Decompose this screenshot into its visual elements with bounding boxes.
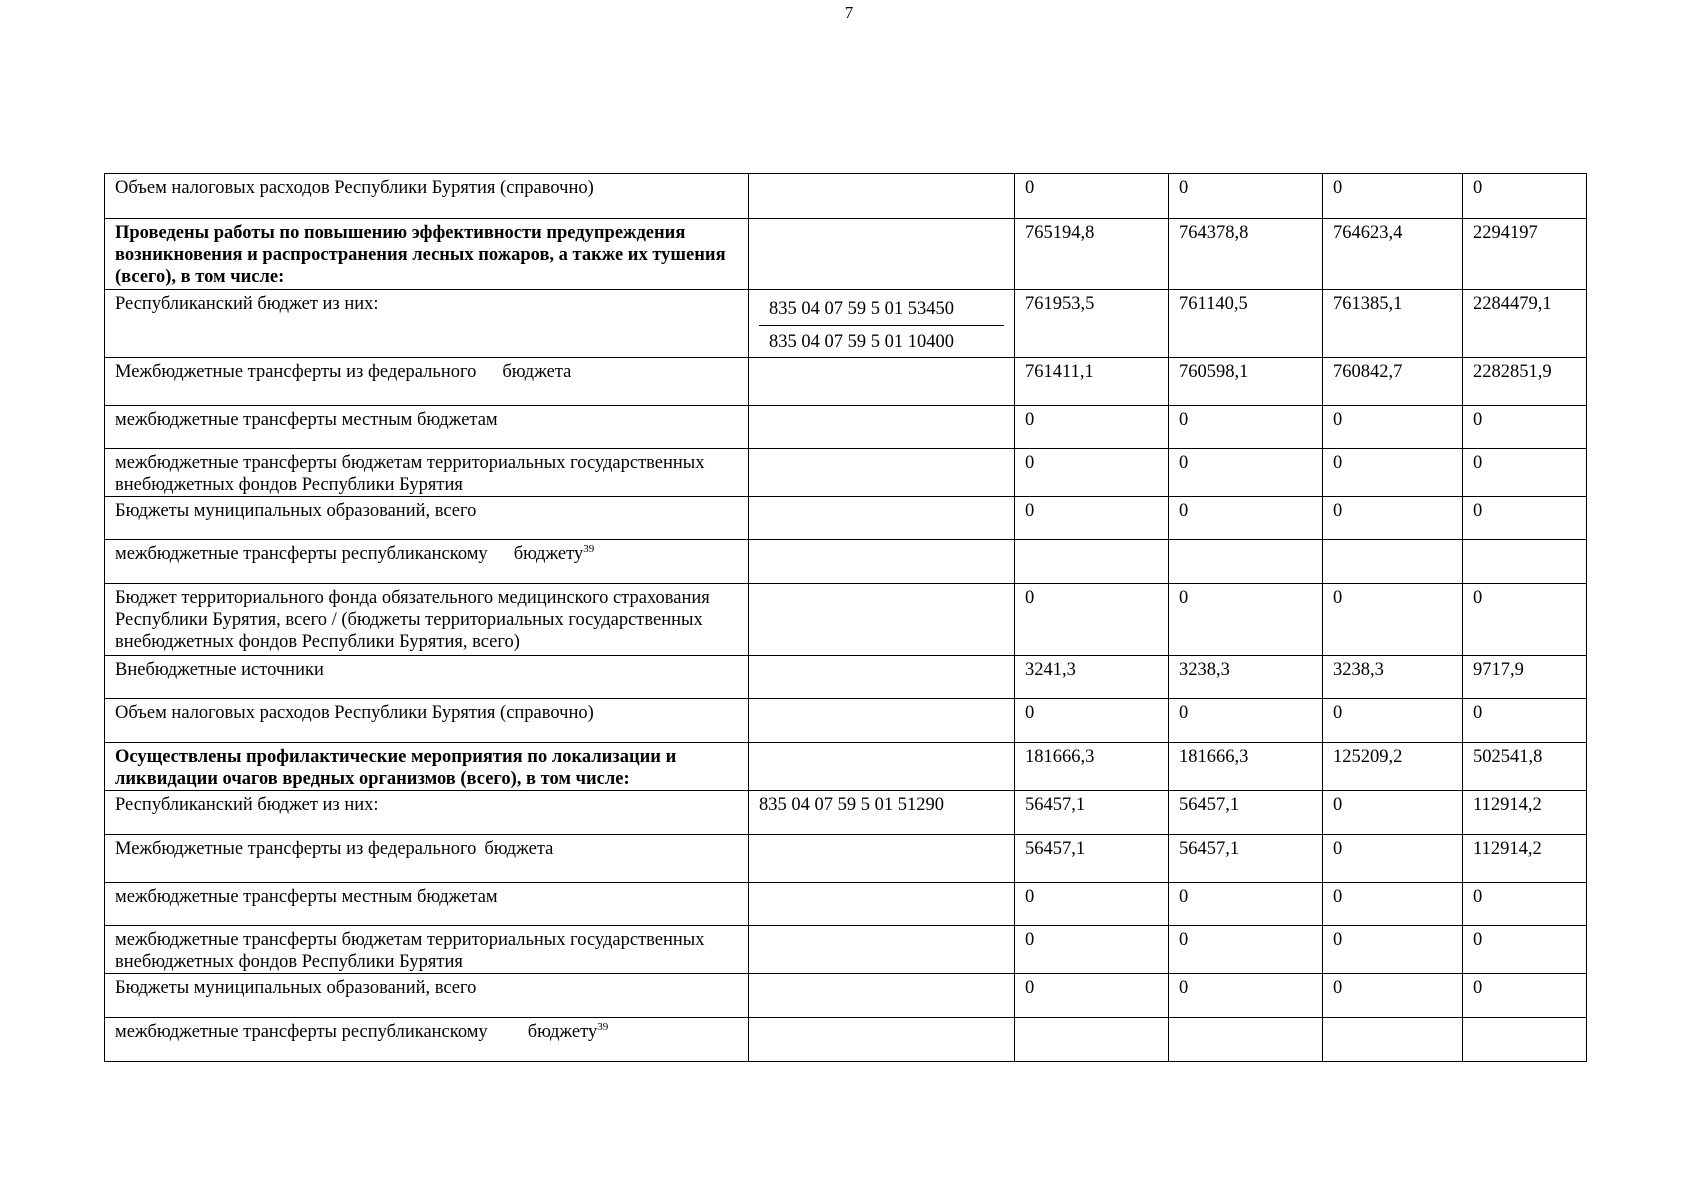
row-label [105,1018,749,1062]
row-label: межбюджетные трансферты бюджетам территориальных государственных внебюджетных фондов Республики Бурятия [105,926,749,974]
value-cell [1015,1018,1169,1062]
value-cell: 3238,3 [1323,656,1463,699]
value-cell: 56457,1 [1169,835,1323,883]
value-cell [1169,540,1323,584]
row-label-part: Межбюджетные трансферты из федерального [115,839,477,859]
row-label-part: бюджета [484,839,554,859]
budget-code [749,174,1015,219]
value-cell: 9717,9 [1463,656,1587,699]
value-cell: 181666,3 [1169,743,1323,791]
budget-code [749,290,1015,358]
table-row [105,743,1587,791]
value-cell: 0 [1323,835,1463,883]
value-cell: 0 [1015,174,1169,219]
value-cell: 764623,4 [1323,219,1463,290]
table-row [105,699,1587,743]
row-label: Бюджеты муниципальных образований, всего [105,497,749,540]
budget-code [749,835,1015,883]
table-row [105,584,1587,656]
row-label [105,358,749,406]
value-cell [1463,540,1587,584]
budget-code-line: 835 04 07 59 5 01 53450 [769,299,954,319]
value-cell: 0 [1015,406,1169,449]
budget-code: 835 04 07 59 5 01 51290 [749,791,1015,835]
value-cell: 0 [1169,926,1323,974]
row-label: Объем налоговых расходов Республики Бурятия (справочно) [105,699,749,743]
value-cell: 0 [1169,497,1323,540]
value-cell: 112914,2 [1463,791,1587,835]
row-label-part: бюджету [513,544,584,564]
value-cell: 56457,1 [1015,835,1169,883]
value-cell [1463,1018,1587,1062]
table-row [105,449,1587,497]
value-cell [1323,540,1463,584]
value-cell: 56457,1 [1015,791,1169,835]
table-row [105,540,1587,584]
row-label-part: межбюджетные трансферты республиканскому [115,1022,488,1042]
value-cell: 0 [1463,699,1587,743]
value-cell: 760598,1 [1169,358,1323,406]
row-label: межбюджетные трансферты местным бюджетам [105,883,749,926]
table-row [105,358,1587,406]
budget-code [749,406,1015,449]
value-cell: 502541,8 [1463,743,1587,791]
budget-code [749,497,1015,540]
table-row [105,791,1587,835]
row-label-part: Межбюджетные трансферты из федерального [115,362,477,382]
table-row [105,497,1587,540]
budget-code [749,1018,1015,1062]
value-cell: 0 [1323,974,1463,1018]
value-cell: 0 [1169,174,1323,219]
budget-code [749,699,1015,743]
row-label-part: межбюджетные трансферты республиканскому [115,544,488,564]
footnote-ref: 39 [597,1020,609,1033]
value-cell: 0 [1323,449,1463,497]
budget-code [749,584,1015,656]
budget-code [749,219,1015,290]
row-label-part: бюджету [527,1022,598,1042]
value-cell: 0 [1323,699,1463,743]
value-cell: 765194,8 [1015,219,1169,290]
value-cell: 0 [1169,584,1323,656]
value-cell: 0 [1323,883,1463,926]
row-label: Республиканский бюджет из них: [105,290,749,358]
value-cell: 0 [1015,584,1169,656]
value-cell: 3241,3 [1015,656,1169,699]
value-cell: 0 [1015,883,1169,926]
value-cell: 0 [1463,584,1587,656]
row-label: межбюджетные трансферты бюджетам территориальных государственных внебюджетных фондов Республики Бурятия [105,449,749,497]
budget-code [749,358,1015,406]
row-label: Внебюджетные источники [105,656,749,699]
value-cell [1169,1018,1323,1062]
value-cell: 0 [1463,174,1587,219]
table-row [105,656,1587,699]
row-label [105,540,749,584]
table-row [105,1018,1587,1062]
value-cell: 0 [1323,926,1463,974]
table-row [105,174,1587,219]
footnote-ref: 39 [583,542,595,555]
value-cell: 3238,3 [1169,656,1323,699]
row-label: Бюджеты муниципальных образований, всего [105,974,749,1018]
budget-code [749,540,1015,584]
row-label [105,835,749,883]
value-cell: 761411,1 [1015,358,1169,406]
value-cell: 0 [1463,974,1587,1018]
value-cell: 0 [1015,699,1169,743]
value-cell: 125209,2 [1323,743,1463,791]
table-row [105,835,1587,883]
budget-code [749,656,1015,699]
value-cell: 760842,7 [1323,358,1463,406]
value-cell: 0 [1323,174,1463,219]
row-label: межбюджетные трансферты местным бюджетам [105,406,749,449]
value-cell: 0 [1015,449,1169,497]
value-cell: 181666,3 [1015,743,1169,791]
value-cell: 0 [1015,497,1169,540]
row-label: Осуществлены профилактические мероприятия по локализации и ликвидации очагов вредных организмов (всего), в том числе: [105,743,749,791]
value-cell: 0 [1463,406,1587,449]
table-row [105,926,1587,974]
budget-code [749,449,1015,497]
budget-code [749,926,1015,974]
budget-code [749,743,1015,791]
value-cell: 0 [1015,974,1169,1018]
value-cell: 2284479,1 [1463,290,1587,358]
value-cell: 0 [1323,497,1463,540]
value-cell: 761140,5 [1169,290,1323,358]
table-row [105,883,1587,926]
value-cell: 0 [1169,883,1323,926]
value-cell: 0 [1015,926,1169,974]
value-cell: 761385,1 [1323,290,1463,358]
value-cell: 764378,8 [1169,219,1323,290]
value-cell: 0 [1323,791,1463,835]
table-row [105,406,1587,449]
value-cell: 2282851,9 [1463,358,1587,406]
page-number: 7 [844,3,854,22]
table-row [105,974,1587,1018]
value-cell: 56457,1 [1169,791,1323,835]
row-label: Объем налоговых расходов Республики Бурятия (справочно) [105,174,749,219]
row-label-part: бюджета [502,362,572,382]
value-cell: 0 [1169,699,1323,743]
value-cell: 761953,5 [1015,290,1169,358]
budget-code-line: 835 04 07 59 5 01 10400 [759,325,1004,357]
value-cell: 0 [1169,406,1323,449]
value-cell: 0 [1169,449,1323,497]
table-row [105,219,1587,290]
row-label: Республиканский бюджет из них: [105,791,749,835]
budget-code [749,883,1015,926]
value-cell: 0 [1323,406,1463,449]
table-row [105,290,1587,358]
value-cell: 0 [1323,584,1463,656]
value-cell [1015,540,1169,584]
budget-table [104,173,1587,1062]
value-cell: 0 [1463,926,1587,974]
value-cell: 0 [1463,883,1587,926]
value-cell: 2294197 [1463,219,1587,290]
value-cell: 0 [1169,974,1323,1018]
value-cell: 112914,2 [1463,835,1587,883]
value-cell [1323,1018,1463,1062]
value-cell: 0 [1463,449,1587,497]
value-cell: 0 [1463,497,1587,540]
row-label: Бюджет территориального фонда обязательного медицинского страхования Республики Бурятия, всего / (бюджеты территориальных государственных внебюджетных фондов Республики Бурятия, всего) [105,584,749,656]
budget-code [749,974,1015,1018]
row-label: Проведены работы по повышению эффективности предупреждения возникновения и распространения лесных пожаров, а также их тушения (всего), в том числе: [105,219,749,290]
